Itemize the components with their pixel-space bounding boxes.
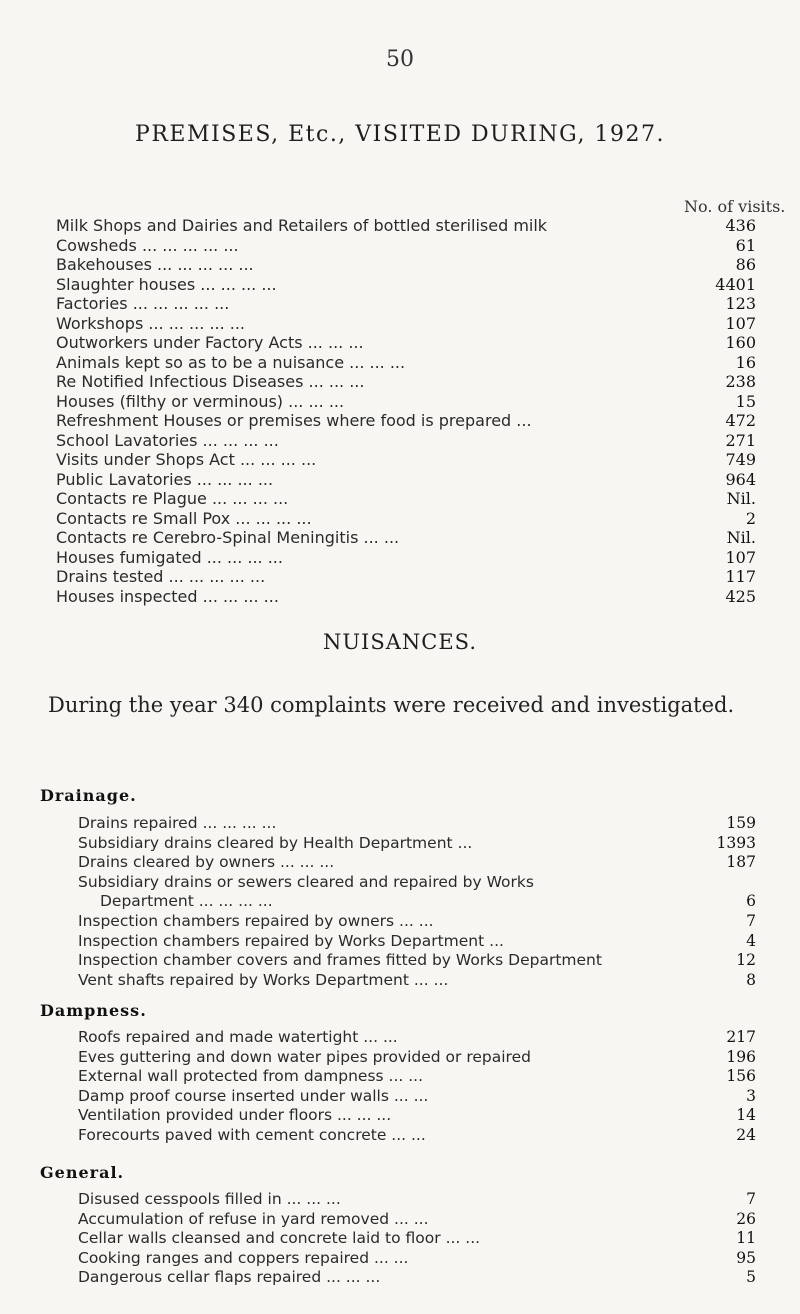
visit-value: 4401 [715,274,756,294]
drainage-item-label: Drains cleared by owners ... ... ... [78,853,335,872]
visit-value: 2 [745,508,756,528]
dampness-item-label: Roofs repaired and made watertight ... ... [78,1028,398,1046]
visit-value: 271 [725,430,756,450]
visit-value: 749 [725,450,756,469]
drainage-item-row [78,834,756,854]
dampness-item-row [78,1087,756,1107]
visit-label: School Lavatories ... ... ... ... [56,430,279,450]
general-item-value: 11 [736,1229,756,1248]
visit-row [56,548,756,568]
visit-row [56,470,756,490]
visit-row [56,255,756,275]
visit-row [56,411,756,431]
visit-label: Slaughter houses ... ... ... ... [56,274,277,294]
visits-table [56,216,756,606]
drainage-heading: Drainage. [40,786,137,805]
visit-value: 107 [725,547,756,567]
visit-value: 964 [725,469,756,489]
dampness-heading: Dampness. [40,1001,147,1020]
page-number: 50 [386,47,414,72]
drainage-item-value: 6 [746,892,756,911]
visit-label: Re Notified Infectious Diseases ... ... ... [56,372,365,391]
general-item-row [78,1210,756,1230]
drainage-item-label: Inspection chamber covers and frames fitted by Works Department [78,951,602,970]
visit-label: Refreshment Houses or premises where food is prepared ... [56,411,532,430]
dampness-item-value: 196 [726,1047,756,1066]
visit-value: 238 [725,372,756,391]
drainage-item-label: Subsidiary drains or sewers cleared and repaired by Works [78,872,534,891]
nuisances-paragraph: During the year 340 complaints were received and investigated. [48,693,735,717]
visit-row [56,216,756,236]
visit-row [56,431,756,451]
dampness-item-value: 14 [736,1106,756,1125]
visit-value: 123 [725,294,756,313]
general-item-row [78,1229,756,1249]
general-item-value: 7 [746,1190,756,1208]
dampness-item-row [78,1048,756,1068]
visit-label: Visits under Shops Act ... ... ... ... [56,450,317,469]
visit-row [56,275,756,295]
dampness-item-row [78,1028,756,1048]
general-item-label: Accumulation of refuse in yard removed ... ... [78,1209,429,1228]
drainage-item-value: 4 [746,931,756,950]
general-item-row [78,1190,756,1210]
visit-row [56,489,756,509]
visit-label: Bakehouses ... ... ... ... ... [56,255,254,274]
general-item-label: Dangerous cellar flaps repaired ... ... ... [78,1268,381,1287]
drainage-item-label: Drains repaired ... ... ... ... [78,814,277,832]
dampness-item-row [78,1106,756,1126]
visit-row [56,509,756,529]
dampness-item-value: 24 [736,1125,756,1144]
general-item-row [78,1268,756,1288]
drainage-item-label: Inspection chambers repaired by owners ... ... [78,911,434,930]
visit-label: Animals kept so as to be a nuisance ... ... ... [56,352,406,372]
drainage-item-row [78,814,756,834]
dampness-table [78,1028,756,1146]
visit-value: 160 [725,333,756,352]
dampness-item-label: Eves guttering and down water pipes provided or repaired [78,1047,531,1066]
visit-row [56,333,756,353]
dampness-item-value: 217 [726,1028,756,1046]
drainage-item-row [78,932,756,952]
visit-value: 472 [725,411,756,430]
visit-row [56,392,756,412]
page-title: PREMISES, Etc., VISITED DURING, 1927. [135,122,665,147]
visit-row [56,528,756,548]
nuisances-heading: NUISANCES. [322,630,477,654]
visit-label: Houses (filthy or verminous) ... ... ... [56,391,345,411]
visit-row [56,353,756,373]
visit-label: Workshops ... ... ... ... ... [56,313,245,333]
visit-label: Factories ... ... ... ... ... [56,294,230,313]
drainage-item-row [78,853,756,873]
visit-row [56,450,756,470]
drainage-item-value: 1393 [716,833,756,852]
visit-value: 425 [725,586,756,606]
visit-value: 61 [735,235,756,255]
visit-row [56,314,756,334]
drainage-item-value: 187 [726,853,756,872]
visit-value: 16 [735,352,756,372]
general-item-label: Cooking ranges and coppers repaired ... ... [78,1248,409,1267]
visit-label: Public Lavatories ... ... ... ... [56,469,274,489]
drainage-item-row [78,951,756,971]
visit-label: Contacts re Plague ... ... ... ... [56,489,289,508]
dampness-item-label: Forecourts paved with cement concrete ... ... [78,1125,426,1144]
drainage-item-row [78,971,756,991]
drainage-item-value: 7 [746,911,756,930]
drainage-item-value: 8 [746,970,756,989]
drainage-item-row [78,873,756,893]
dampness-item-row [78,1126,756,1146]
general-item-value: 26 [736,1209,756,1228]
general-item-value: 95 [736,1248,756,1267]
drainage-item-value: 12 [736,951,756,970]
drainage-item-label: Subsidiary drains cleared by Health Department ... [78,833,473,852]
visit-label: Outworkers under Factory Acts ... ... ... [56,333,364,352]
visit-row [56,587,756,607]
visit-label: Houses fumigated ... ... ... ... [56,547,283,567]
visits-column-header: No. of visits. [684,197,786,216]
visit-label: Cowsheds ... ... ... ... ... [56,235,239,255]
visit-label: Contacts re Small Pox ... ... ... ... [56,508,312,528]
general-heading: General. [40,1163,125,1182]
dampness-item-label: External wall protected from dampness ... ... [78,1067,424,1086]
dampness-item-label: Ventilation provided under floors ... ... ... [78,1106,392,1125]
visit-row [56,372,756,392]
visit-label: Drains tested ... ... ... ... ... [56,567,266,586]
visit-value: 436 [725,216,756,235]
drainage-item-value [696,873,756,893]
visit-value: 86 [735,255,756,274]
visit-value: Nil. [726,528,756,547]
visit-value: 107 [725,313,756,333]
visit-row [56,567,756,587]
visit-value: 117 [725,567,756,586]
dampness-item-value: 3 [746,1086,756,1105]
visit-value: 15 [735,391,756,411]
visit-value: Nil. [726,489,756,508]
visit-label: Contacts re Cerebro-Spinal Meningitis ... ... [56,528,400,547]
general-item-label: Disused cesspools filled in ... ... ... [78,1190,341,1208]
drainage-item-label: Inspection chambers repaired by Works Department ... [78,931,504,950]
drainage-table [78,814,756,990]
drainage-item-label: Vent shafts repaired by Works Department ... ... [78,970,449,989]
drainage-item-row [78,892,756,912]
visit-row [56,294,756,314]
general-item-value: 5 [746,1268,756,1287]
visit-label: Houses inspected ... ... ... ... [56,586,279,606]
general-table [78,1190,756,1288]
visit-label: Milk Shops and Dairies and Retailers of bottled sterilised milk [56,216,548,235]
general-item-label: Cellar walls cleansed and concrete laid to floor ... ... [78,1229,481,1248]
dampness-item-value: 156 [726,1067,756,1086]
general-item-row [78,1249,756,1269]
drainage-item-label: Department ... ... ... ... [100,892,273,911]
drainage-item-row [78,912,756,932]
drainage-item-value: 159 [726,814,756,832]
visit-row [56,236,756,256]
dampness-item-label: Damp proof course inserted under walls ... ... [78,1086,429,1105]
dampness-item-row [78,1067,756,1087]
